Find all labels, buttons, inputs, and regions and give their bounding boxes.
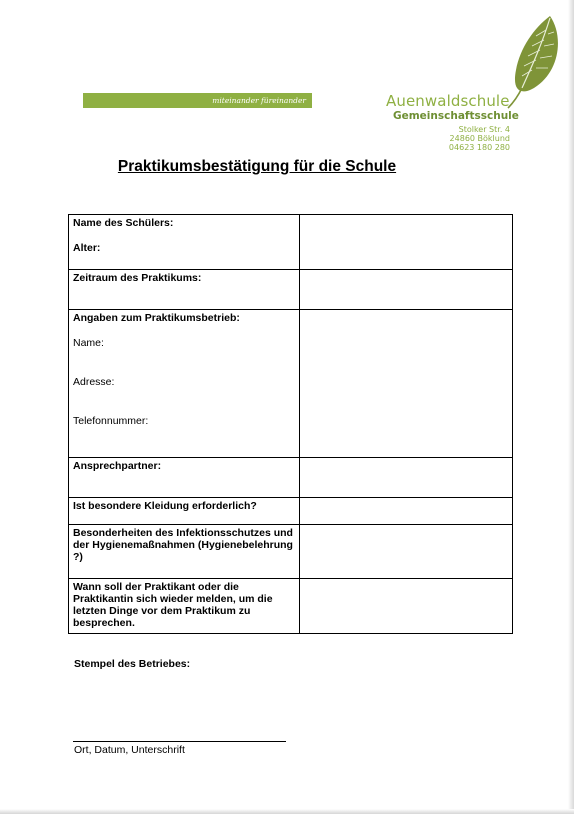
followup-field[interactable]	[300, 579, 513, 634]
row-label-cell	[69, 310, 300, 458]
table-row	[69, 458, 513, 498]
hygiene-label: Besonderheiten des Infektionsschutzes und der Hygienemaßnahmen (Hygienebelehrung ?)	[69, 525, 300, 579]
school-type: Gemeinschaftsschule	[393, 110, 519, 122]
table-row	[69, 310, 513, 458]
company-info-label: Angaben zum Praktikumsbetrieb:	[73, 312, 240, 324]
contact-person-label: Ansprechpartner:	[69, 458, 300, 498]
phone-number: 04623 180 280	[448, 143, 510, 152]
address-street: Stolker Str. 4	[458, 125, 510, 134]
school-name: Auenwaldschule	[386, 92, 510, 110]
row-label-cell	[69, 215, 300, 270]
company-phone-label: Telefonnummer:	[73, 415, 149, 427]
table-row	[69, 270, 513, 310]
period-label: Zeitraum des Praktikums:	[69, 270, 300, 310]
page-bottom-shadow	[0, 809, 574, 814]
signature-label: Ort, Datum, Unterschrift	[74, 744, 185, 756]
student-name-field[interactable]	[300, 215, 513, 270]
clothing-field[interactable]	[300, 498, 513, 525]
hygiene-field[interactable]	[300, 525, 513, 579]
table-row	[69, 525, 513, 579]
form-title: Praktikumsbestätigung für die Schule	[117, 158, 397, 175]
leaf-icon	[506, 14, 560, 110]
table-row	[69, 498, 513, 525]
company-stamp-label: Stempel des Betriebes:	[74, 658, 191, 670]
internship-form-table	[68, 214, 513, 634]
period-field[interactable]	[300, 270, 513, 310]
contact-person-field[interactable]	[300, 458, 513, 498]
table-row	[69, 579, 513, 634]
form-title-wrap	[0, 158, 574, 176]
address-city: 24860 Böklund	[449, 134, 510, 143]
clothing-label: Ist besondere Kleidung erforderlich?	[69, 498, 300, 525]
age-label: Alter:	[73, 242, 101, 254]
company-info-field[interactable]	[300, 310, 513, 458]
followup-label: Wann soll der Praktikant oder die Praktikantin sich wieder melden, um die letzten Dinge vor dem Praktikum zu besprechen.	[69, 579, 300, 634]
company-address-label: Adresse:	[73, 376, 115, 388]
slogan-banner: miteinander füreinander	[83, 93, 312, 108]
page-edge-shadow	[568, 0, 574, 814]
signature-line[interactable]	[73, 741, 286, 742]
table-row	[69, 215, 513, 270]
student-name-label: Name des Schülers:	[73, 217, 174, 229]
company-name-label: Name:	[73, 337, 104, 349]
